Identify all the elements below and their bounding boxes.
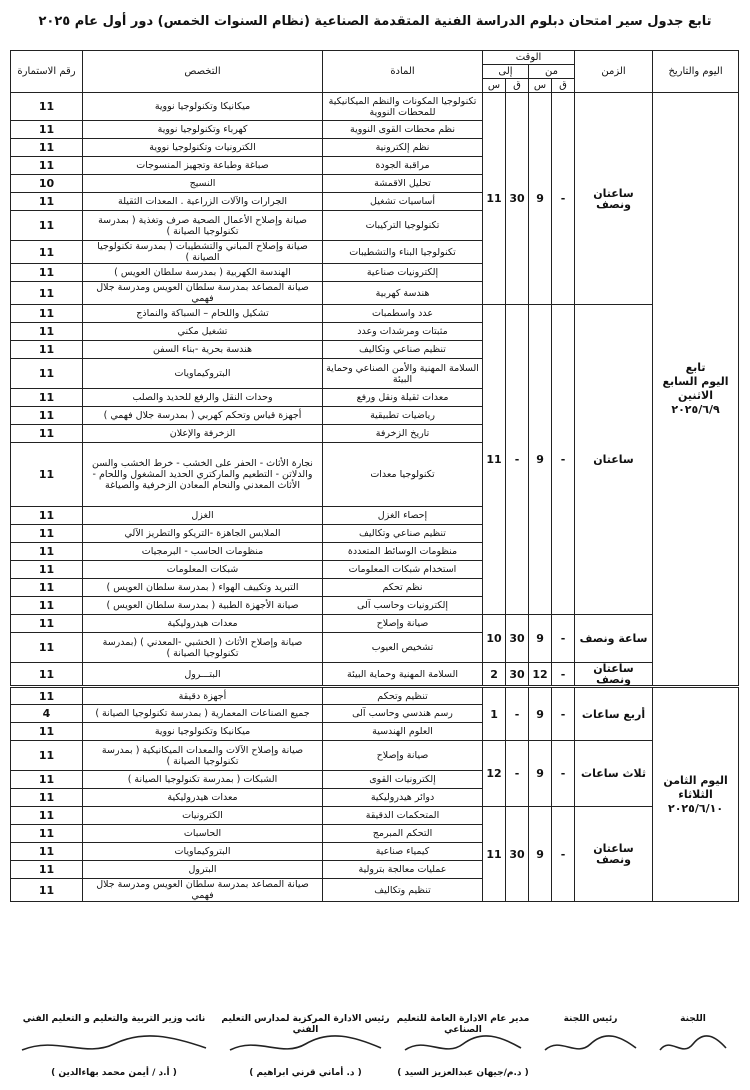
subject-cell: تكنولوجيا التركيبات: [323, 211, 483, 241]
form-number-cell: 11: [11, 687, 83, 705]
subject-cell: إلكترونيات وحاسب آلى: [323, 597, 483, 615]
specialization-cell: البترول: [83, 861, 323, 879]
specialization-cell: صيانة وإصلاح الآلات والمعدات الميكانيكية ( بمدرسة تكنولوجيا الصيانة ): [83, 741, 323, 771]
subject-cell: المتحكمات الدقيقة: [323, 807, 483, 825]
signature-role: رئيس الادارة المركزية لمدارس التعليم الفني: [221, 1014, 390, 1035]
to-hour-cell: 12: [483, 741, 506, 807]
form-number-cell: 11: [11, 211, 83, 241]
specialization-cell: الجرارات والآلات الزراعية . المعدات الثقيلة: [83, 193, 323, 211]
from-hour-cell: 12: [529, 663, 552, 687]
subject-cell: صيانة وإصلاح: [323, 741, 483, 771]
specialization-cell: صيانة وإصلاح الأعمال الصحية صرف وتغذية ( بمدرسة تكنولوجيا الصيانة ): [83, 211, 323, 241]
to-hour-cell: 11: [483, 807, 506, 902]
subject-cell: تكنولوجيا البناء والتشطيبات: [323, 241, 483, 264]
handwritten-signature: [541, 1032, 640, 1060]
form-number-cell: 11: [11, 443, 83, 507]
subject-cell: تنظيم صناعي وتكاليف: [323, 525, 483, 543]
specialization-cell: صيانة الأجهزة الطبية ( بمدرسة سلطان العويس ): [83, 597, 323, 615]
from-minutes-cell: -: [552, 741, 575, 807]
handwritten-signature: [656, 1032, 730, 1060]
table-row: [11, 305, 739, 323]
form-number-cell: 11: [11, 341, 83, 359]
to-hour-cell: 1: [483, 687, 506, 741]
specialization-cell: كهرباء وتكنولوجيا نووية: [83, 121, 323, 139]
specialization-cell: الملابس الجاهزة -التريكو والتطريز الآلي: [83, 525, 323, 543]
subject-cell: نظم إلكترونية: [323, 139, 483, 157]
form-number-cell: 11: [11, 843, 83, 861]
specialization-cell: شبكات المعلومات: [83, 561, 323, 579]
from-minutes-cell: -: [552, 615, 575, 663]
form-number-cell: 11: [11, 543, 83, 561]
specialization-cell: التبريد وتكييف الهواء ( بمدرسة سلطان العويس ): [83, 579, 323, 597]
from-hour-cell: 9: [529, 93, 552, 305]
form-number-cell: 11: [11, 579, 83, 597]
subject-cell: صيانة وإصلاح: [323, 615, 483, 633]
form-number-cell: 11: [11, 389, 83, 407]
signatory-name: ( أ.د / أيمن محمد بهاءالدين ): [51, 1068, 177, 1078]
specialization-cell: صيانة المصاعد بمدرسة سلطان العويس ومدرسة جلال فهمي: [83, 282, 323, 305]
specialization-cell: الزخرفة والإعلان: [83, 425, 323, 443]
subject-cell: عدد واسطمبات: [323, 305, 483, 323]
subject-cell: تنظيم وتحكم: [323, 687, 483, 705]
form-number-cell: 11: [11, 723, 83, 741]
specialization-cell: الشبكات ( بمدرسة تكنولوجيا الصيانة ): [83, 771, 323, 789]
to-minutes-cell: -: [506, 687, 529, 741]
form-number-cell: 11: [11, 407, 83, 425]
specialization-cell: الكترونيات وتكنولوجيا نووية: [83, 139, 323, 157]
subject-cell: معدات ثقيلة ونقل ورفع: [323, 389, 483, 407]
specialization-cell: البتروكيماويات: [83, 843, 323, 861]
header-subject: المادة: [323, 51, 483, 93]
form-number-cell: 11: [11, 264, 83, 282]
signature-block: [10, 1014, 218, 1084]
form-number-cell: 11: [11, 789, 83, 807]
form-number-cell: 11: [11, 359, 83, 389]
subject-cell: تحليل الاقمشة: [323, 175, 483, 193]
form-number-cell: 10: [11, 175, 83, 193]
duration-cell: أربع ساعات: [575, 687, 653, 741]
signature-footer: [10, 1014, 738, 1084]
form-number-cell: 11: [11, 425, 83, 443]
specialization-cell: معدات هيدروليكية: [83, 789, 323, 807]
form-number-cell: 11: [11, 861, 83, 879]
header-to-s: س: [483, 79, 506, 93]
form-number-cell: 11: [11, 93, 83, 121]
from-hour-cell: 9: [529, 687, 552, 741]
form-number-cell: 11: [11, 241, 83, 264]
specialization-cell: منظومات الحاسب - البرمجيات: [83, 543, 323, 561]
signature-role: اللجنة: [680, 1014, 706, 1024]
header-duration: الزمن: [575, 51, 653, 93]
specialization-cell: أجهزة دقيقة: [83, 687, 323, 705]
signature-block: [218, 1014, 393, 1084]
specialization-cell: وحدات النقل والرفع للحديد والصلب: [83, 389, 323, 407]
to-minutes-cell: 30: [506, 663, 529, 687]
subject-cell: استخدام شبكات المعلومات: [323, 561, 483, 579]
specialization-cell: الهندسة الكهربية ( بمدرسة سلطان العويس ): [83, 264, 323, 282]
to-minutes-cell: 30: [506, 93, 529, 305]
to-minutes-cell: 30: [506, 807, 529, 902]
header-from: من: [529, 65, 575, 79]
subject-cell: كيمياء صناعية: [323, 843, 483, 861]
header-from-s: س: [529, 79, 552, 93]
subject-cell: التحكم المبرمج: [323, 825, 483, 843]
from-minutes-cell: -: [552, 93, 575, 305]
form-number-cell: 11: [11, 597, 83, 615]
subject-cell: تكنولوجيا المكونات والنظم الميكانيكية للمحطات النووية: [323, 93, 483, 121]
subject-cell: نظم تحكم: [323, 579, 483, 597]
specialization-cell: ميكانيكا وتكنولوجيا نووية: [83, 93, 323, 121]
table-row: [11, 93, 739, 121]
specialization-cell: البتروكيماويات: [83, 359, 323, 389]
subject-cell: مراقبة الجودة: [323, 157, 483, 175]
subject-cell: تكنولوجيا معدات: [323, 443, 483, 507]
to-hour-cell: 2: [483, 663, 506, 687]
form-number-cell: 11: [11, 825, 83, 843]
signature-role: رئيس اللجنة: [563, 1014, 618, 1024]
to-hour-cell: 11: [483, 305, 506, 615]
handwritten-signature: [18, 1032, 210, 1060]
form-number-cell: 11: [11, 157, 83, 175]
duration-cell: ساعتان ونصف: [575, 807, 653, 902]
table-row: [11, 687, 739, 705]
duration-cell: ساعة ونصف: [575, 615, 653, 663]
subject-cell: إلكترونيات صناعية: [323, 264, 483, 282]
form-number-cell: 11: [11, 771, 83, 789]
form-number-cell: 11: [11, 663, 83, 687]
table-row: [11, 807, 739, 825]
to-hour-cell: 10: [483, 615, 506, 663]
duration-cell: ساعتان ونصف: [575, 93, 653, 305]
subject-cell: تشخيص العيوب: [323, 633, 483, 663]
signature-role: مدير عام الادارة العامة للتعليم الصناعي: [396, 1014, 530, 1035]
header-time: الوقت: [483, 51, 575, 65]
subject-cell: رياضيات تطبيقية: [323, 407, 483, 425]
table-row: [11, 663, 739, 687]
header-from-q: ق: [552, 79, 575, 93]
form-number-cell: 11: [11, 879, 83, 902]
specialization-cell: أجهزة قياس وتحكم كهربي ( بمدرسة جلال فهمي ): [83, 407, 323, 425]
signature-block: [393, 1014, 533, 1084]
subject-cell: رسم هندسي وحاسب آلى: [323, 705, 483, 723]
specialization-cell: هندسة بحرية -بناء السفن: [83, 341, 323, 359]
subject-cell: مثبتات ومرشدات وعدد: [323, 323, 483, 341]
subject-cell: نظم محطات القوى النووية: [323, 121, 483, 139]
form-number-cell: 11: [11, 282, 83, 305]
form-number-cell: 11: [11, 561, 83, 579]
specialization-cell: النسيج: [83, 175, 323, 193]
form-number-cell: 11: [11, 741, 83, 771]
header-to-q: ق: [506, 79, 529, 93]
specialization-cell: الغزل: [83, 507, 323, 525]
from-hour-cell: 9: [529, 741, 552, 807]
form-number-cell: 11: [11, 121, 83, 139]
page-title: تابع جدول سير امتحان دبلوم الدراسة الفنية المتقدمة الصناعية (نظام السنوات الخمس) دور أول عام ٢٠٢٥: [38, 14, 712, 29]
to-minutes-cell: 30: [506, 615, 529, 663]
from-hour-cell: 9: [529, 305, 552, 615]
specialization-cell: صيانة وإصلاح المباني والتشطيبات ( بمدرسة تكنولوجيا الصيانة ): [83, 241, 323, 264]
table-row: [11, 615, 739, 633]
form-number-cell: 11: [11, 525, 83, 543]
duration-cell: ساعتان ونصف: [575, 663, 653, 687]
from-minutes-cell: -: [552, 663, 575, 687]
form-number-cell: 11: [11, 807, 83, 825]
specialization-cell: ميكانيكا وتكنولوجيا نووية: [83, 723, 323, 741]
from-minutes-cell: -: [552, 305, 575, 615]
day-cell: تابع اليوم السابع الاثنين ٢٠٢٥/٦/٩: [653, 93, 739, 687]
subject-cell: عمليات معالجة بترولية: [323, 861, 483, 879]
subject-cell: إحصاء الغزل: [323, 507, 483, 525]
form-number-cell: 4: [11, 705, 83, 723]
subject-cell: أساسيات تشغيل: [323, 193, 483, 211]
form-number-cell: 11: [11, 633, 83, 663]
form-number-cell: 11: [11, 507, 83, 525]
subject-cell: تاريخ الزخرفة: [323, 425, 483, 443]
from-minutes-cell: -: [552, 807, 575, 902]
signatory-name: ( د.م/جيهان عبدالعزيز السيد ): [397, 1068, 529, 1078]
to-minutes-cell: -: [506, 305, 529, 615]
header-form-number: رقم الاستمارة: [11, 51, 83, 93]
specialization-cell: معدات هيدروليكية: [83, 615, 323, 633]
handwritten-signature: [401, 1032, 525, 1060]
from-minutes-cell: -: [552, 687, 575, 741]
specialization-cell: صيانة المصاعد بمدرسة سلطان العويس ومدرسة جلال فهمي: [83, 879, 323, 902]
header-specialization: التخصص: [83, 51, 323, 93]
form-number-cell: 11: [11, 323, 83, 341]
subject-cell: تنظيم صناعي وتكاليف: [323, 341, 483, 359]
subject-cell: السلامة المهنية وحماية البيئة: [323, 663, 483, 687]
specialization-cell: الحاسبات: [83, 825, 323, 843]
subject-cell: تنظيم وتكاليف: [323, 879, 483, 902]
specialization-cell: الكترونيات: [83, 807, 323, 825]
specialization-cell: نجارة الأثاث - الحفر على الخشب - خرط الخشب والسن والدلاتن - التطعيم والماركتري الحديد المشغول واللحام - الأثاث المعدني والنحام المعادن الزخرفية والصياغة: [83, 443, 323, 507]
specialization-cell: صباغة وطباعة وتجهيز المنسوجات: [83, 157, 323, 175]
specialization-cell: البتـــرول: [83, 663, 323, 687]
signature-block: [533, 1014, 648, 1084]
subject-cell: هندسة كهربية: [323, 282, 483, 305]
to-minutes-cell: -: [506, 741, 529, 807]
signatory-name: ( د. أماني قرني ابراهيم ): [249, 1068, 362, 1078]
duration-cell: ساعتان: [575, 305, 653, 615]
specialization-cell: صيانة وإصلاح الأثاث ( الخشبي -المعدني ) (بمدرسة تكنولوجيا الصيانة ): [83, 633, 323, 663]
specialization-cell: تشكيل واللحام – السباكة والنماذج: [83, 305, 323, 323]
form-number-cell: 11: [11, 193, 83, 211]
duration-cell: ثلاث ساعات: [575, 741, 653, 807]
subject-cell: دوائر هيدروليكية: [323, 789, 483, 807]
table-row: [11, 741, 739, 771]
day-cell: اليوم الثامن الثلاثاء ٢٠٢٥/٦/١٠: [653, 687, 739, 902]
to-hour-cell: 11: [483, 93, 506, 305]
specialization-cell: تشغيل مكني: [83, 323, 323, 341]
from-hour-cell: 9: [529, 807, 552, 902]
handwritten-signature: [226, 1032, 385, 1060]
header-to: إلى: [483, 65, 529, 79]
signature-block: [648, 1014, 738, 1084]
form-number-cell: 11: [11, 305, 83, 323]
form-number-cell: 11: [11, 615, 83, 633]
header-day: اليوم والتاريخ: [653, 51, 739, 93]
subject-cell: العلوم الهندسية: [323, 723, 483, 741]
subject-cell: إلكترونيات القوى: [323, 771, 483, 789]
specialization-cell: جميع الصناعات المعمارية ( بمدرسة تكنولوجيا الصيانة ): [83, 705, 323, 723]
signature-role: نائب وزير التربية والتعليم و التعليم الفني: [22, 1014, 206, 1024]
from-hour-cell: 9: [529, 615, 552, 663]
form-number-cell: 11: [11, 139, 83, 157]
subject-cell: السلامة المهنية والأمن الصناعي وحماية البيئة: [323, 359, 483, 389]
schedule-table: [10, 50, 739, 902]
subject-cell: منظومات الوسائط المتعددة: [323, 543, 483, 561]
